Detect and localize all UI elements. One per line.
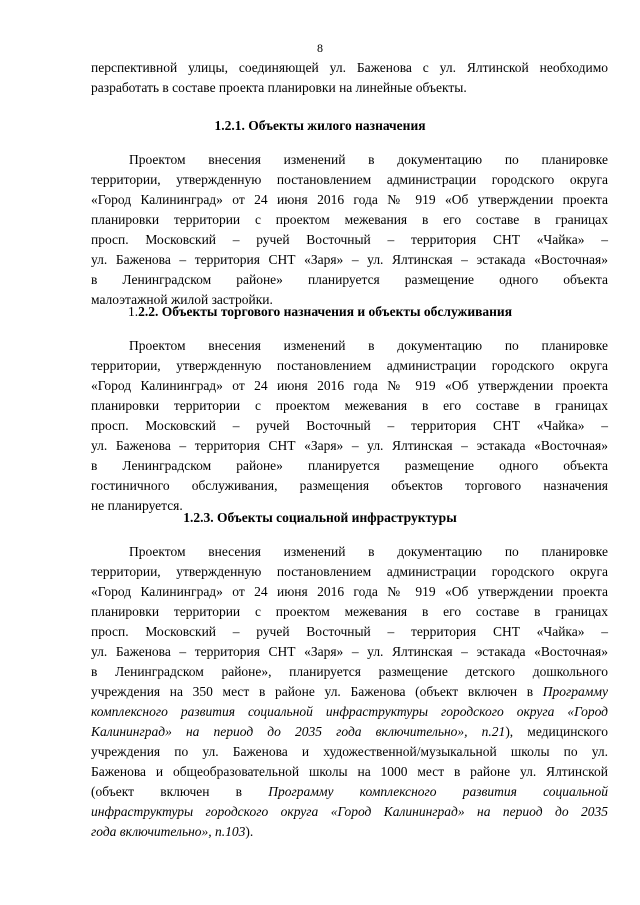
text-line: планировки территории с проектом межевания в его составе в границах	[91, 398, 608, 413]
text-run: учреждения на 350 мест в районе ул. Баженова (объект включен в	[91, 684, 543, 699]
text-line	[91, 782, 608, 802]
text-line: «Город Калининград» от 24 июня 2016 года № 919 «Об утверждении проекта	[91, 192, 608, 207]
text-line: гостиничного обслуживания, размещения объектов торгового назначения	[91, 478, 608, 493]
text-run: ), медицинского	[505, 724, 608, 739]
italic-run: комплексного развития социальной инфраструктуры городского округа «Город	[91, 704, 608, 719]
intro-paragraph	[91, 58, 608, 98]
italic-run: инфраструктуры городского округа «Город Калининград» на период до 2035	[91, 804, 608, 819]
text-line: ул. Баженова – территория СНТ «Заря» – ул. Ялтинская – эстакада «Восточная»	[91, 644, 608, 659]
italic-run: года включительно», п.103	[91, 824, 246, 839]
text-line: разработать в составе проекта планировки на линейные объекты.	[91, 80, 467, 95]
text-line: Проектом внесения изменений в документацию по планировке	[129, 338, 608, 353]
page-number: 8	[317, 41, 323, 55]
text-line: территории, утвержденную постановлением администрации городского округа	[91, 564, 608, 579]
text-line	[91, 682, 608, 702]
text-line: просп. Московский – ручей Восточный – территория СНТ «Чайка» –	[91, 624, 608, 639]
text-run: (объект включен в	[91, 784, 269, 799]
text-line: перспективной улицы, соединяющей ул. Баженова с ул. Ялтинской необходимо	[91, 60, 608, 75]
text-line: Баженова и общеобразовательной школы на 1000 мест в районе ул. Ялтинской	[91, 764, 608, 779]
text-line: просп. Московский – ручей Восточный – территория СНТ «Чайка» –	[91, 232, 608, 247]
paragraph-commercial	[91, 336, 608, 516]
text-line	[91, 822, 608, 842]
text-line: планировки территории с проектом межевания в его составе в границах	[91, 604, 608, 619]
text-line	[91, 702, 608, 722]
text-line: в Ленинградском районе» планируется размещение одного объекта	[91, 458, 608, 473]
text-line: в Ленинградском районе» планируется размещение одного объекта	[91, 272, 608, 287]
text-line: в Ленинградском районе», планируется размещение детского дошкольного	[91, 664, 608, 679]
text-line: ул. Баженова – территория СНТ «Заря» – ул. Ялтинская – эстакада «Восточная»	[91, 252, 608, 267]
section-heading-1-2-3: 1.2.3. Объекты социальной инфраструктуры	[183, 510, 457, 525]
text-line: учреждения по ул. Баженова и художественной/музыкальной школы по ул.	[91, 744, 608, 759]
italic-run: Программу комплексного развития социальной	[268, 784, 608, 799]
text-line: Проектом внесения изменений в документацию по планировке	[129, 152, 608, 167]
text-line: ул. Баженова – территория СНТ «Заря» – ул. Ялтинская – эстакада «Восточная»	[91, 438, 608, 453]
paragraph-social	[91, 542, 608, 842]
text-line	[91, 802, 608, 822]
text-line: территории, утвержденную постановлением администрации городского округа	[91, 358, 608, 373]
text-line: Проектом внесения изменений в документацию по планировке	[129, 544, 608, 559]
text-line	[91, 722, 608, 742]
heading-text: 2.2. Объекты торгового назначения и объекты обслуживания	[138, 304, 513, 319]
text-run: ).	[245, 824, 254, 839]
heading-prefix: 1.	[127, 304, 139, 319]
section-heading-1-2-1: 1.2.1. Объекты жилого назначения	[214, 118, 426, 133]
text-line: «Город Калининград» от 24 июня 2016 года № 919 «Об утверждении проекта	[91, 378, 608, 393]
text-line: просп. Московский – ручей Восточный – территория СНТ «Чайка» –	[91, 418, 608, 433]
section-heading-1-2-2	[0, 302, 640, 322]
text-line: территории, утвержденную постановлением администрации городского округа	[91, 172, 608, 187]
text-line: планировки территории с проектом межевания в его составе в границах	[91, 212, 608, 227]
italic-run: Программу	[542, 684, 608, 699]
text-line: «Город Калининград» от 24 июня 2016 года № 919 «Об утверждении проекта	[91, 584, 608, 599]
text-line: не планируется.	[91, 498, 183, 513]
text-line: малоэтажной жилой застройки.	[91, 292, 273, 307]
italic-run: Калининград» на период до 2035 года включительно», п.21	[91, 724, 506, 739]
paragraph-residential	[91, 150, 608, 310]
